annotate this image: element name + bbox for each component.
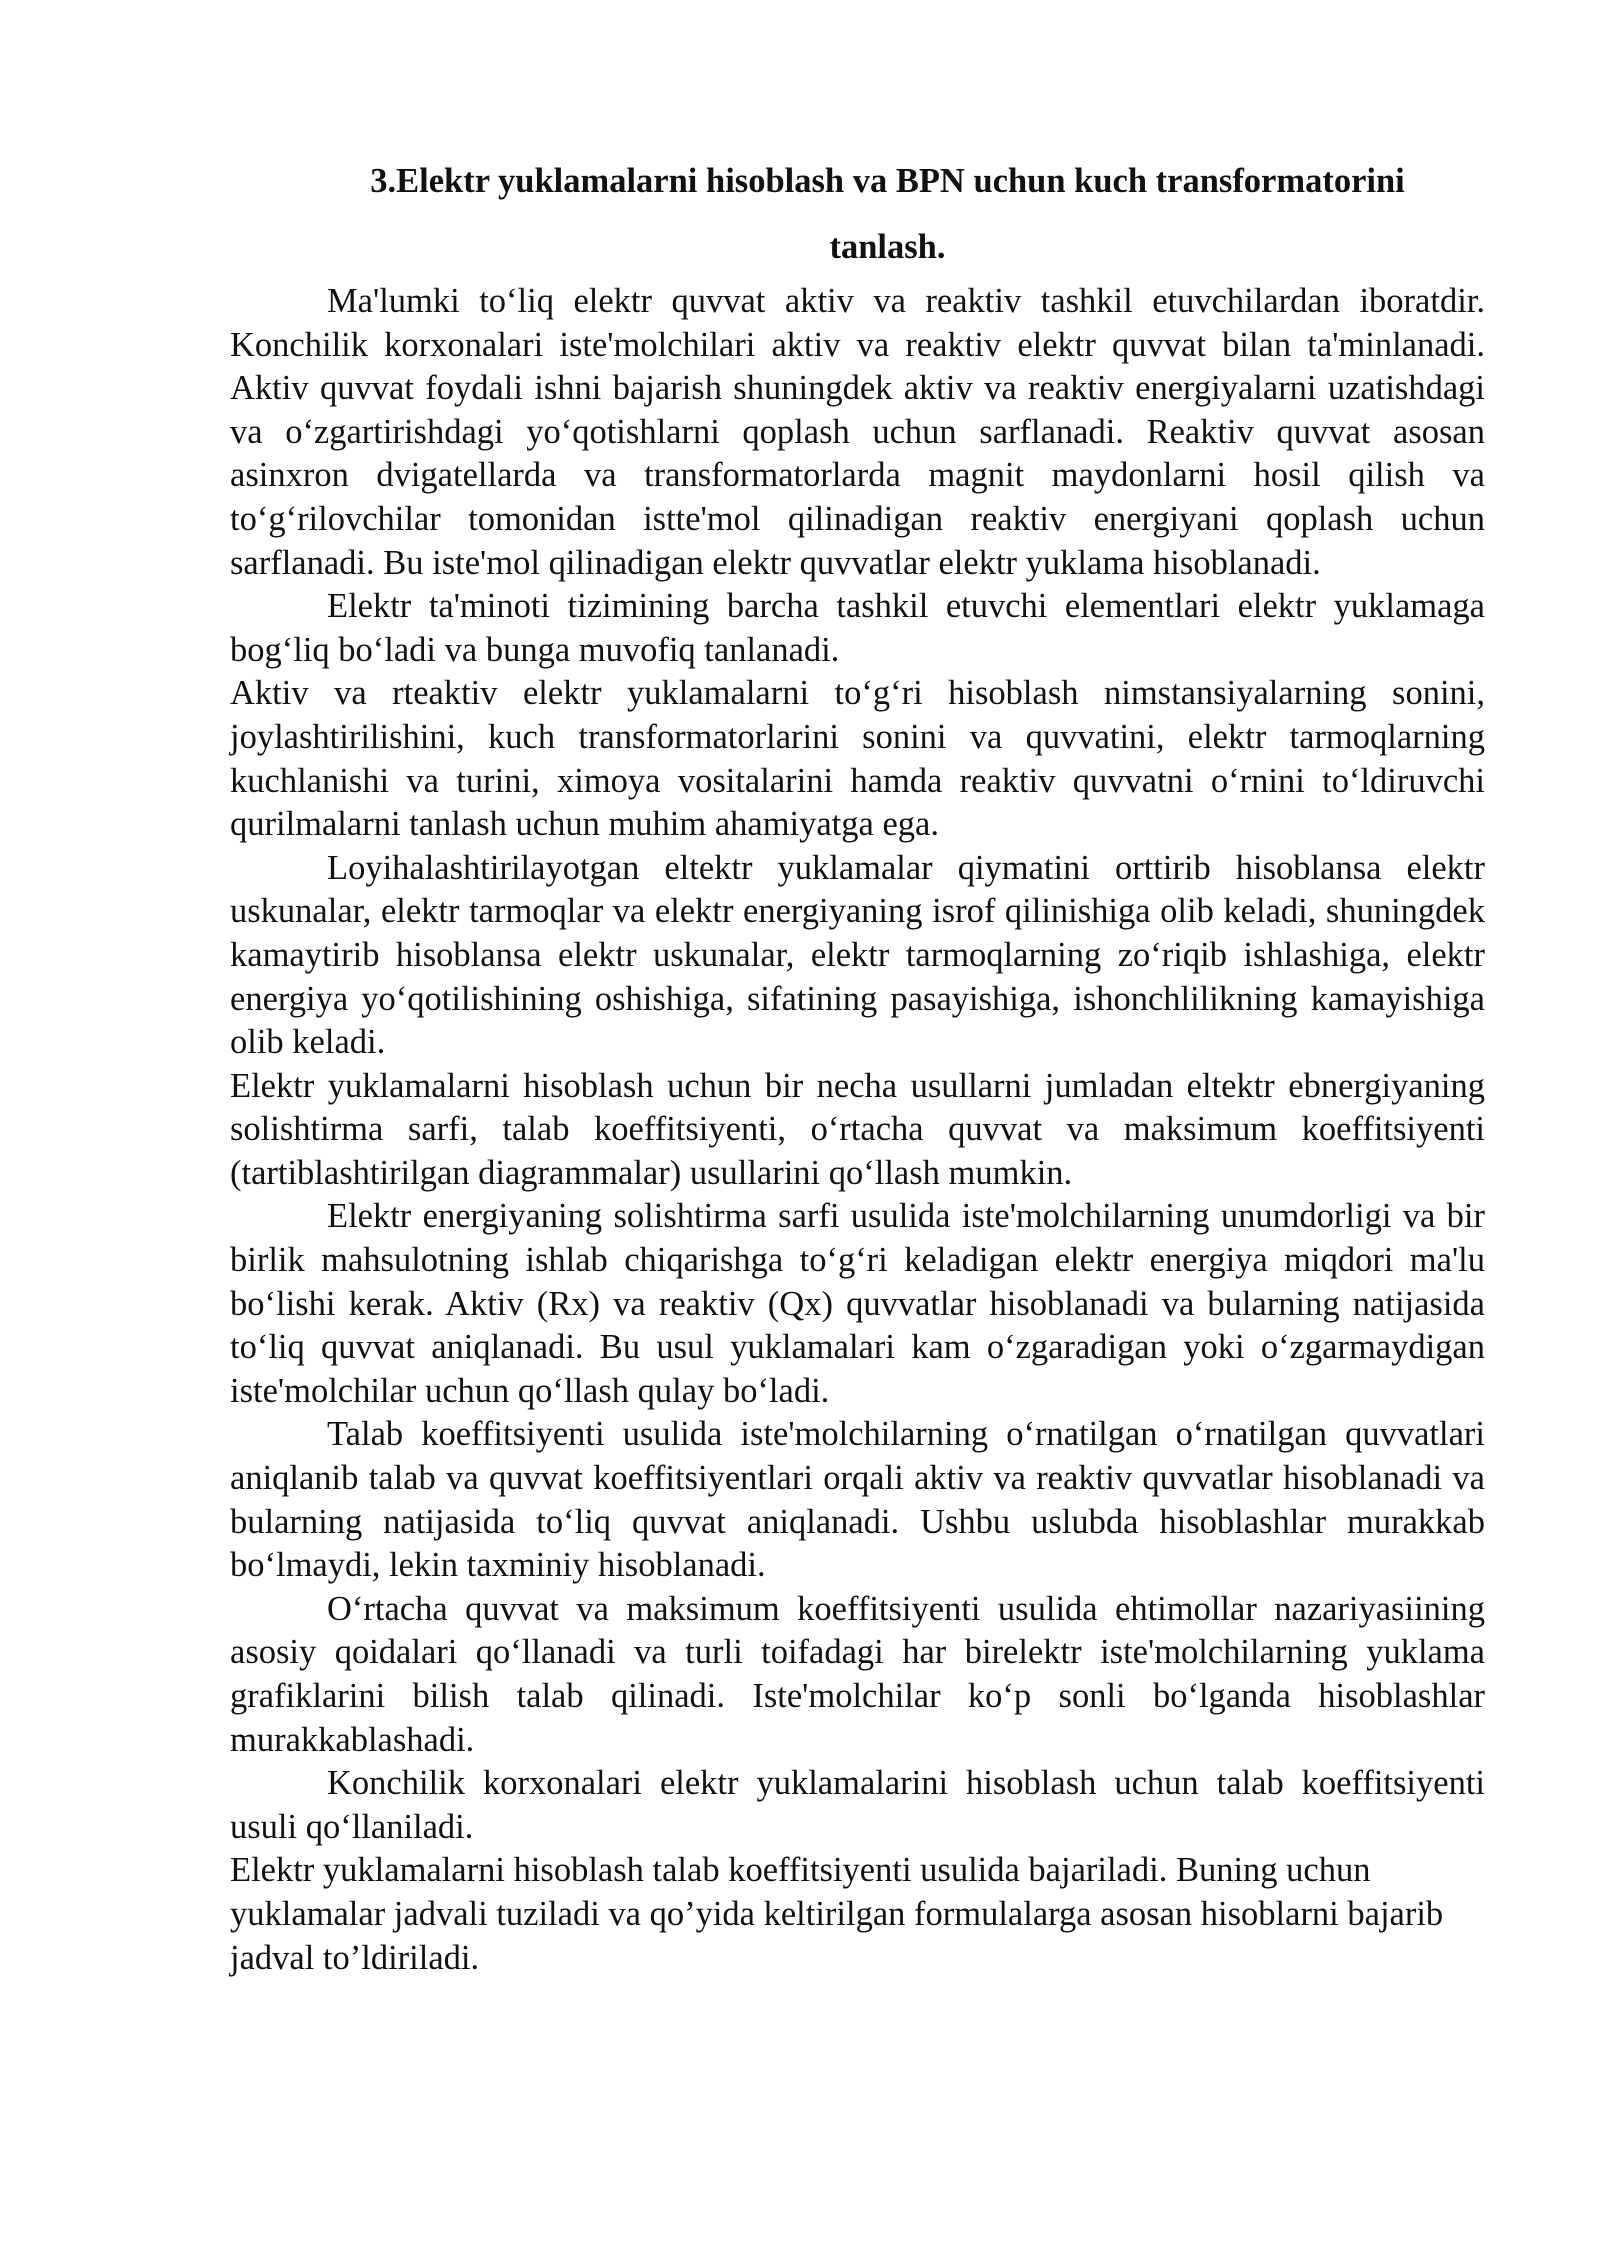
paragraph-3: Aktiv va rteaktiv elektr yuklamalarni to‘g‘ri hisoblash nimstansiyalarning sonini, joylashtirilishini, kuch transformatorlarini sonini va quvvatini, elektr tarmoqlarning kuchlanishi va turini, ximoya vositalarini hamda reaktiv quvvatni o‘rnini to‘ldiruvchi qurilmalarni tanlash uchun muhim ahamiyatga ega.	[230, 674, 1485, 844]
paragraph-6: Elektr energiyaning solishtirma sarfi usulida iste'molchilarning unumdorligi va bir birlik mahsulotning ishlab chiqarishga to‘g‘ri keladigan elektr energiya miqdori ma'lu bo‘lishi kerak. Aktiv (Rx) va reaktiv (Qx) quvvatlar hisoblanadi va bularning natijasida to‘liq quvvat aniqlanadi. Bu usul yuklamalari kam o‘zgaradigan yoki o‘zgarmaydigan iste'molchilar uchun qo‘llash qulay bo‘ladi.	[230, 1197, 1485, 1410]
paragraph-2: Elektr ta'minoti tizimining barcha tashkil etuvchi elementlari elektr yuklamaga bog‘liq bo‘ladi va bunga muvofiq tanlanadi.	[230, 587, 1485, 669]
section-title	[230, 148, 1485, 280]
paragraph-8: O‘rtacha quvvat va maksimum koeffitsiyenti usulida ehtimollar nazariyasiining asosiy qoidalari qo‘llanadi va turli toifadagi har birelektr iste'molchilarning yuklama grafiklarini bilish talab qilinadi. Iste'molchilar ko‘p sonli bo‘lganda hisoblashlar murakkablashadi.	[230, 1589, 1485, 1759]
document-body	[230, 148, 1485, 1980]
paragraph-1: Ma'lumki to‘liq elektr quvvat aktiv va reaktiv tashkil etuvchilardan iboratdir. Konchilik korxonalari iste'molchilari aktiv va reaktiv elektr quvvat bilan ta'minlanadi. Aktiv quvvat foydali ishni bajarish shuningdek aktiv va reaktiv energiyalarni uzatishdagi va o‘zgartirishdagi yo‘qotishlarni qoplash uchun sarflanadi. Reaktiv quvvat asosan asinxron dvigatellarda va transformatorlarda magnit maydonlarni hosil qilish va to‘g‘rilovchilar tomonidan istte'mol qilinadigan reaktiv energiyani qoplash uchun sarflanadi. Bu iste'mol qilinadigan elektr quvvatlar elektr yuklama hisoblanadi.	[230, 282, 1485, 582]
paragraph-10: Elektr yuklamalarni hisoblash talab koeffitsiyenti usulida bajariladi. Buning uchun yuklamalar jadvali tuziladi va qo’yida keltirilgan formulalarga asosan hisoblarni bajarib jadval to’ldiriladi.	[230, 1851, 1444, 1977]
paragraph-4: Loyihalashtirilayotgan eltektr yuklamalar qiymatini orttirib hisoblansa elektr uskunalar, elektr tarmoqlar va elektr energiyaning isrof qilinishiga olib keladi, shuningdek kamaytirib hisoblansa elektr uskunalar, elektr tarmoqlarning zo‘riqib ishlashiga, elektr energiya yo‘qotilishining oshishiga, sifatining pasayishiga, ishonchlilikning kamayishiga olib keladi.	[230, 848, 1485, 1062]
paragraph-9: Konchilik korxonalari elektr yuklamalarini hisoblash uchun talab koeffitsiyenti usuli qo‘llaniladi.	[230, 1764, 1485, 1846]
paragraph-5: Elektr yuklamalarni hisoblash uchun bir necha usullarni jumladan eltektr ebnergiyaning solishtirma sarfi, talab koeffitsiyenti, o‘rtacha quvvat va maksimum koeffitsiyenti (tartiblashtirilgan diagrammalar) usullarini qo‘llash mumkin.	[230, 1066, 1485, 1192]
paragraph-7: Talab koeffitsiyenti usulida iste'molchilarning o‘rnatilgan o‘rnatilgan quvvatlari aniqlanib talab va quvvat koeffitsiyentlari orqali aktiv va reaktiv quvvatlar hisoblanadi va bularning natijasida to‘liq quvvat aniqlanadi. Ushbu uslubda hisoblashlar murakkab bo‘lmaydi, lekin taxminiy hisoblanadi.	[230, 1415, 1485, 1585]
section-title-line-2: tanlash.	[829, 228, 946, 266]
section-title-line-1: 3.Elektr yuklamalarni hisoblash va BPN uchun kuch transformatorini	[370, 162, 1405, 200]
